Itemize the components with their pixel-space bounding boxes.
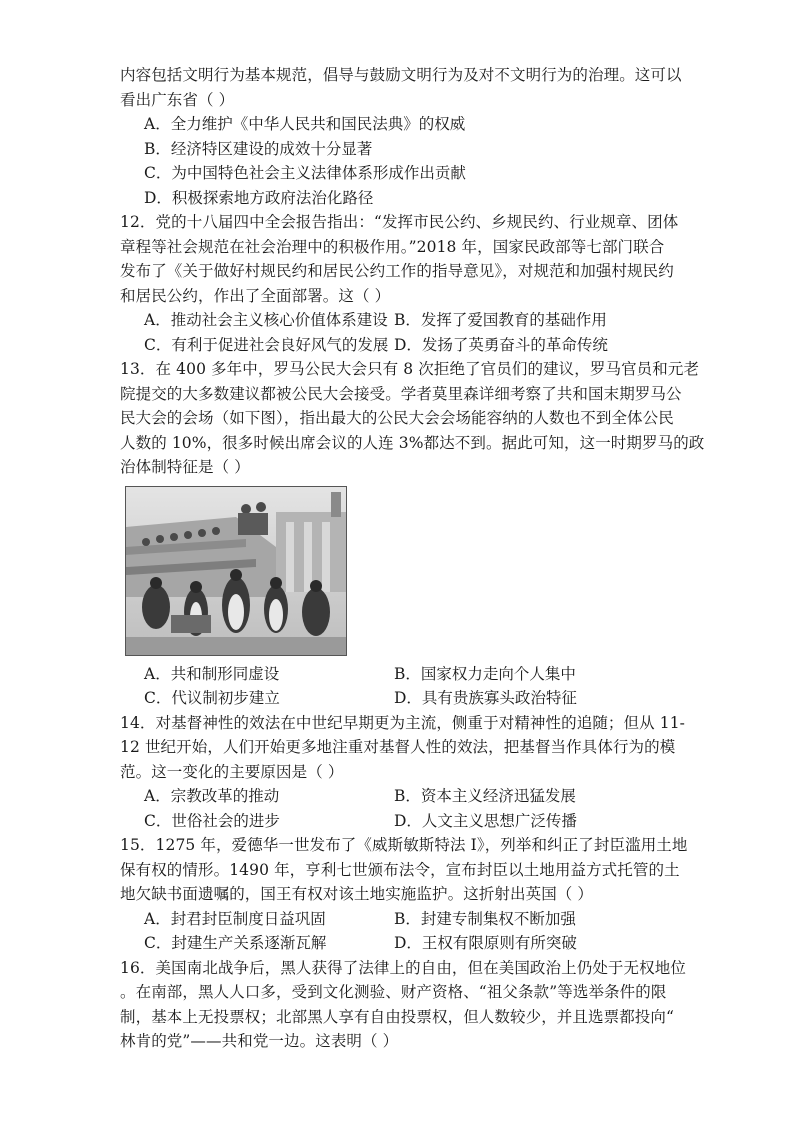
option-a[interactable]: A．共和制形同虚设 (144, 664, 280, 683)
question-stem-line: 16．美国南北战争后，黑人获得了法律上的自由，但在美国政治上仍处于无权地位 (120, 958, 686, 977)
option-row (120, 308, 680, 333)
question-stem-line: 人数的 10%，很多时候出席会议的人连 3%都达不到。据此可知，这一时期罗马的政 (120, 433, 705, 452)
option-b[interactable]: B．发挥了爱国教育的基础作用 (394, 311, 607, 329)
roman-assembly-engraving (125, 486, 347, 656)
question-stem-line: 内容包括文明行为基本规范，倡导与鼓励文明行为及对不文明行为的治理。这可以 (120, 66, 682, 84)
question-stem-line: 和居民公约，作出了全面部署。这（ ） (120, 286, 391, 305)
question-stem-line: 地欠缺书面遗嘱的，国王有权对该土地实施监护。这折射出英国（ ） (120, 885, 594, 903)
option-row (120, 662, 680, 687)
question-stem-line: 14．对基督神性的效法在中世纪早期更为主流，侧重于对精神性的追随；但从 11- (120, 713, 686, 732)
question-11 (120, 63, 680, 210)
option-row (120, 907, 680, 932)
option-d[interactable]: D．人文主义思想广泛传播 (394, 811, 577, 830)
question-stem-line: 治体制特征是（ ） (120, 458, 250, 476)
option-d[interactable]: D．积极探索地方政府法治化路径 (144, 188, 374, 207)
option-a[interactable]: A．宗教改革的推动 (144, 787, 280, 805)
option-b[interactable]: B．封建专制集权不断加强 (394, 909, 576, 928)
question-stem-line: 院提交的大多数建议都被公民大会接受。学者莫里森详细考察了共和国末期罗马公 (120, 384, 682, 403)
option-a[interactable]: A．全力维护《中华人民共和国民法典》的权威 (144, 115, 466, 133)
engraving-illustration (126, 487, 346, 655)
option-d[interactable]: D．具有贵族寡头政治特征 (394, 689, 577, 707)
question-stem-line: 12 世纪开始，人们开始更多地注重对基督人性的效法，把基督当作具体行为的模 (120, 738, 676, 756)
option-row (120, 809, 680, 834)
exam-content (120, 63, 705, 1054)
question-stem-line: 林肯的党”——共和党一边。这表明（ ） (120, 1032, 399, 1050)
option-a[interactable]: A．推动社会主义核心价值体系建设 (144, 311, 388, 329)
option-b[interactable]: B．资本主义经济迅猛发展 (394, 787, 576, 805)
option-row (120, 686, 680, 711)
question-12 (120, 210, 680, 357)
question-stem-line: 看出广东省（ ） (120, 90, 235, 109)
question-stem-line: 制，基本上无投票权；北部黑人享有自由投票权，但人数较少，并且选票都投向“ (120, 1007, 675, 1026)
question-stem-line: 12．党的十八届四中全会报告指出：“发挥市民公约、乡规民约、行业规章、团体 (120, 213, 679, 231)
question-stem-line: 13．在 400 多年中，罗马公民大会只有 8 次拒绝了官员们的建议，罗马官员和元老 (120, 360, 700, 378)
option-d[interactable]: D．王权有限原则有所突破 (394, 934, 577, 952)
question-16 (120, 956, 686, 1054)
option-a[interactable]: A．封君封臣制度日益巩固 (144, 909, 326, 928)
option-row (120, 784, 680, 809)
question-stem-line: 章程等社会规范在社会治理中的积极作用。”2018 年，国家民政部等七部门联合 (120, 237, 665, 256)
option-c[interactable]: C．封建生产关系逐渐瓦解 (144, 934, 327, 952)
question-stem-line: 民大会的会场（如下图），指出最大的公民大会会场能容纳的人数也不到全体公民 (120, 409, 674, 427)
question-stem-line: 。在南部，黑人人口多，受到文化测验、财产资格、“祖父条款”等选举条件的限 (120, 983, 667, 1001)
option-b[interactable]: B．国家权力走向个人集中 (394, 664, 576, 683)
option-d[interactable]: D．发扬了英勇奋斗的革命传统 (394, 335, 608, 354)
question-stem-line: 保有权的情形。1490 年，亨利七世颁布法令，宣布封臣以土地用益方式托管的土 (120, 860, 680, 879)
option-row (120, 333, 680, 358)
question-stem-line: 15．1275 年，爱德华一世发布了《威斯敏斯特法 I》，列举和纠正了封臣滥用土地 (120, 836, 688, 854)
option-row (120, 931, 680, 956)
option-c[interactable]: C．代议制初步建立 (144, 689, 280, 707)
question-15 (120, 833, 688, 956)
option-c[interactable]: C．为中国特色社会主义法律体系形成作出贡献 (144, 164, 466, 182)
question-stem-line: 范。这一变化的主要原因是（ ） (120, 762, 344, 781)
option-c[interactable]: C．有利于促进社会良好风气的发展 (144, 335, 389, 354)
question-14 (120, 711, 686, 834)
question-stem-line: 发布了《关于做好村规民约和居民公约工作的指导意见》，对规范和加强村规民约 (120, 262, 674, 280)
option-c[interactable]: C．世俗社会的进步 (144, 811, 280, 830)
option-b[interactable]: B．经济特区建设的成效十分显著 (144, 139, 373, 158)
question-13 (120, 357, 705, 711)
